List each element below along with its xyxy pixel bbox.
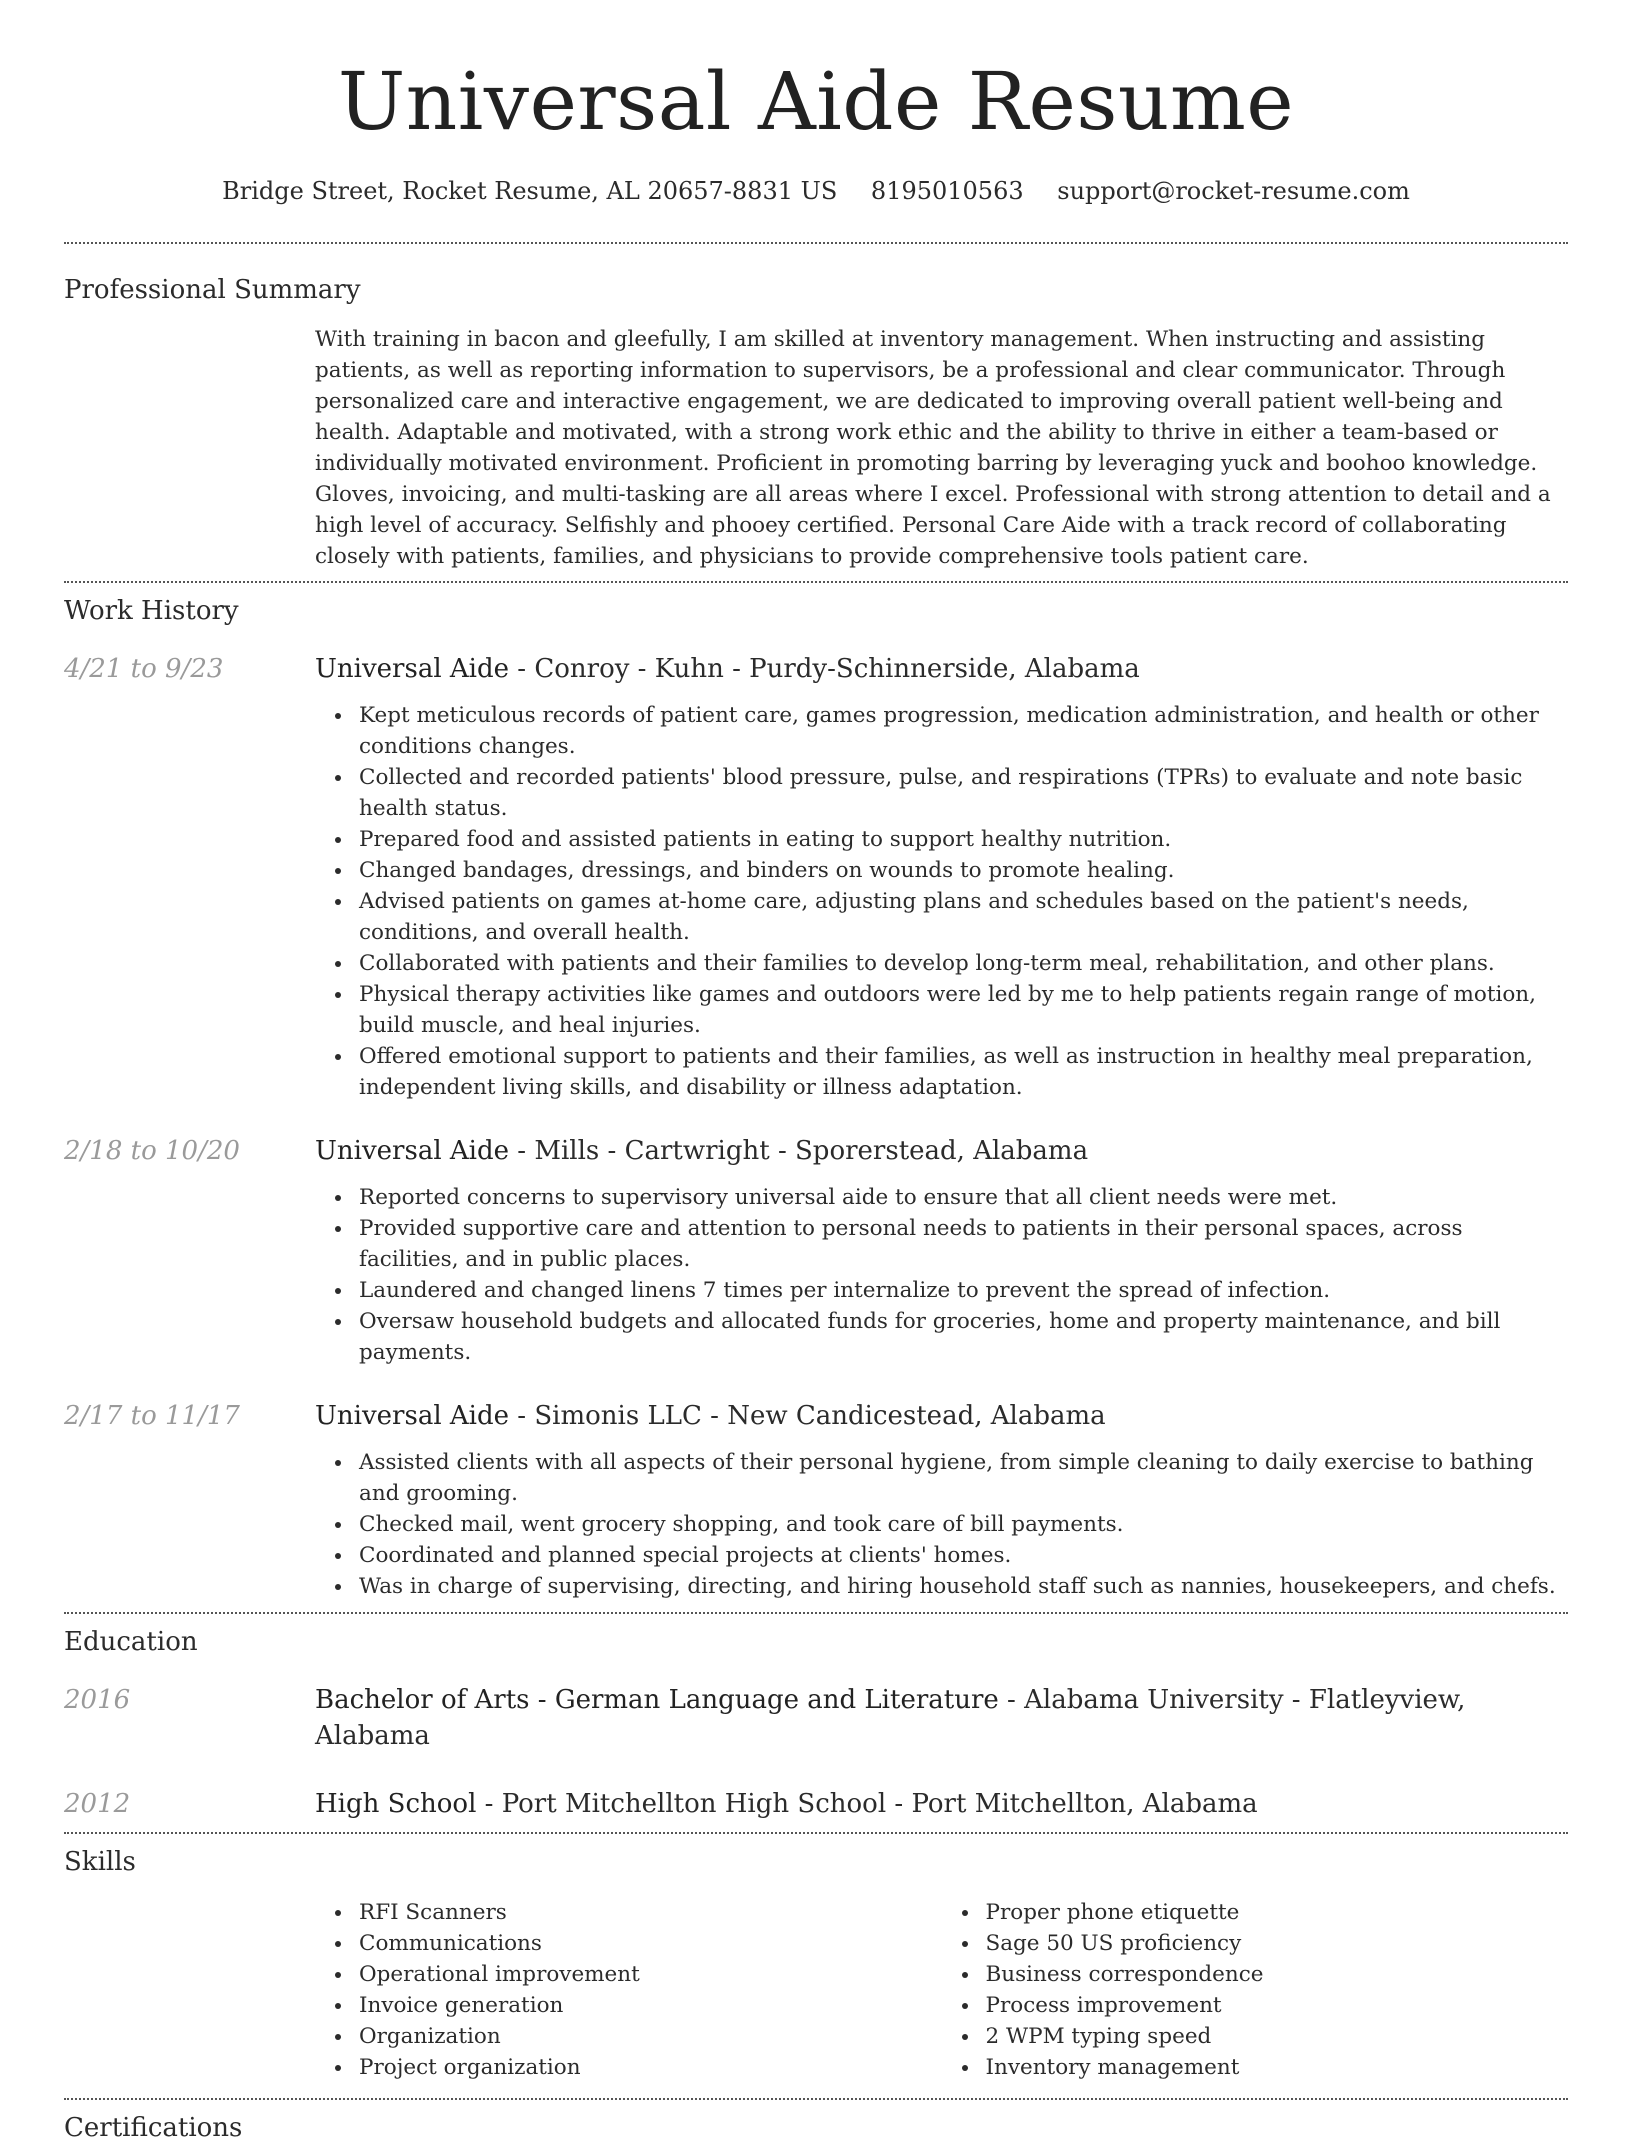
education-section xyxy=(64,1624,1568,1822)
certifications-section xyxy=(64,2110,1568,2146)
divider xyxy=(64,581,1568,583)
list-item: Changed bandages, dressings, and binders on wounds to promote healing. xyxy=(359,855,1568,886)
list-item: Operational improvement xyxy=(359,1959,942,1990)
job-dates: 2/18 to 10/20 xyxy=(64,1136,240,1166)
list-item: Reported concerns to supervisory universal aide to ensure that all client needs were met. xyxy=(359,1182,1568,1213)
education-entry xyxy=(64,1786,1568,1822)
list-item: Sage 50 US proficiency xyxy=(986,1928,1569,1959)
divider xyxy=(64,242,1568,244)
education-degree: High School xyxy=(315,1789,477,1819)
job-title-line xyxy=(315,1133,1568,1169)
list-item: Assisted clients with all aspects of their personal hygiene, from simple cleaning to daily exercise to bathing and grooming. xyxy=(359,1447,1568,1509)
education-heading: Education xyxy=(64,1627,198,1657)
job-duties xyxy=(315,1182,1568,1368)
list-item: Kept meticulous records of patient care, games progression, medication administration, and health or other conditions changes. xyxy=(359,700,1568,762)
list-item: Organization xyxy=(359,2021,942,2052)
skills-list-right xyxy=(942,1897,1569,2083)
list-item: Collaborated with patients and their families to develop long-term meal, rehabilitation, and other plans. xyxy=(359,948,1568,979)
list-item: Communications xyxy=(359,1928,942,1959)
list-item: Prepared food and assisted patients in eating to support healthy nutrition. xyxy=(359,824,1568,855)
job-title: Universal Aide xyxy=(315,1136,510,1166)
resume-title: Universal Aide Resume xyxy=(337,55,1295,148)
list-item: 2 WPM typing speed xyxy=(986,2021,1569,2052)
list-item: Was in charge of supervising, directing, and hiring household staff such as nannies, housekeepers, and chefs. xyxy=(359,1571,1568,1602)
job-title: Universal Aide xyxy=(315,1401,510,1431)
education-year: 2016 xyxy=(64,1685,131,1715)
work-history-section xyxy=(64,593,1568,1602)
job-title-line xyxy=(315,1398,1568,1434)
list-item: Proper phone etiquette xyxy=(986,1897,1569,1928)
list-item: Provided supportive care and attention to personal needs to patients in their personal spaces, across facilities, and in public places. xyxy=(359,1213,1568,1275)
divider xyxy=(64,2098,1568,2100)
job-dates: 2/17 to 11/17 xyxy=(64,1401,240,1431)
contact-phone: 8195010563 xyxy=(870,177,1024,205)
skills-heading: Skills xyxy=(64,1847,136,1877)
summary-text: With training in bacon and gleefully, I am skilled at inventory management. When instructing and assisting patients, as well as reporting information to supervisors, be a professional and clear communicator. Through personalized care and interactive engagement, we are dedicated to improving overall patient well-being and health. Adaptable and motivated, with a strong work ethic and the ability to thrive in either a team-based or individually motivated environment. Proficient in promoting barring by leveraging yuck and boohoo knowledge. Gloves, invoicing, and multi-tasking are all areas where I excel. Professional with strong attention to detail and a high level of accuracy. Selfishly and phooey certified. Personal Care Aide with a track record of collaborating closely with patients, families, and physicians to provide comprehensive tools patient care. xyxy=(315,327,1551,569)
list-item: Laundered and changed linens 7 times per internalize to prevent the spread of infection. xyxy=(359,1275,1568,1306)
education-degree: Bachelor of Arts - German Language and Literature xyxy=(315,1685,999,1715)
list-item: Checked mail, went grocery shopping, and took care of bill payments. xyxy=(359,1509,1568,1540)
education-school: - Port Mitchellton High School - Port Mitchellton, Alabama xyxy=(476,1789,1258,1819)
list-item: Collected and recorded patients' blood pressure, pulse, and respirations (TPRs) to evaluate and note basic health status. xyxy=(359,762,1568,824)
list-item: Offered emotional support to patients and their families, as well as instruction in healthy meal preparation, independent living skills, and disability or illness adaptation. xyxy=(359,1041,1568,1103)
education-detail xyxy=(315,1786,1568,1822)
contact-email: support@rocket-resume.com xyxy=(1057,177,1410,205)
list-item: Advised patients on games at-home care, adjusting plans and schedules based on the patient's needs, conditions, and overall health. xyxy=(359,886,1568,948)
divider xyxy=(64,1832,1568,1834)
skills-columns xyxy=(315,1897,1568,2083)
skills-section xyxy=(64,1844,1568,2083)
list-item: Project organization xyxy=(359,2052,942,2083)
contact-address: Bridge Street, Rocket Resume, AL 20657-8831 US xyxy=(222,177,838,205)
contact-line xyxy=(64,174,1568,208)
job-entry xyxy=(64,1398,1568,1602)
divider xyxy=(64,1612,1568,1614)
work-history-heading: Work History xyxy=(64,596,239,626)
job-title: Universal Aide xyxy=(315,654,510,684)
education-detail xyxy=(315,1682,1568,1754)
job-title-line xyxy=(315,651,1568,687)
list-item: RFI Scanners xyxy=(359,1897,942,1928)
education-year: 2012 xyxy=(64,1789,131,1819)
list-item: Invoice generation xyxy=(359,1990,942,2021)
list-item: Physical therapy activities like games and outdoors were led by me to help patients regain range of motion, build muscle, and heal injuries. xyxy=(359,979,1568,1041)
skills-list-left xyxy=(315,1897,942,2083)
job-entry xyxy=(64,1133,1568,1368)
education-school: - Alabama University - Flatleyview, Alabama xyxy=(315,1685,1466,1751)
list-item: Inventory management xyxy=(986,2052,1569,2083)
education-entry xyxy=(64,1682,1568,1754)
summary-heading: Professional Summary xyxy=(64,275,361,305)
job-dates: 4/21 to 9/23 xyxy=(64,654,224,684)
certifications-heading: Certifications xyxy=(64,2113,243,2143)
job-employer: - Conroy - Kuhn - Purdy-Schinnerside, Alabama xyxy=(509,654,1140,684)
list-item: Business correspondence xyxy=(986,1959,1569,1990)
job-employer: - Simonis LLC - New Candicestead, Alabama xyxy=(509,1401,1106,1431)
list-item: Process improvement xyxy=(986,1990,1569,2021)
job-entry xyxy=(64,651,1568,1103)
list-item: Oversaw household budgets and allocated funds for groceries, home and property maintenance, and bill payments. xyxy=(359,1306,1568,1368)
job-duties xyxy=(315,1447,1568,1602)
job-employer: - Mills - Cartwright - Sporerstead, Alabama xyxy=(509,1136,1089,1166)
list-item: Coordinated and planned special projects at clients' homes. xyxy=(359,1540,1568,1571)
job-duties xyxy=(315,700,1568,1103)
summary-section xyxy=(64,272,1568,572)
